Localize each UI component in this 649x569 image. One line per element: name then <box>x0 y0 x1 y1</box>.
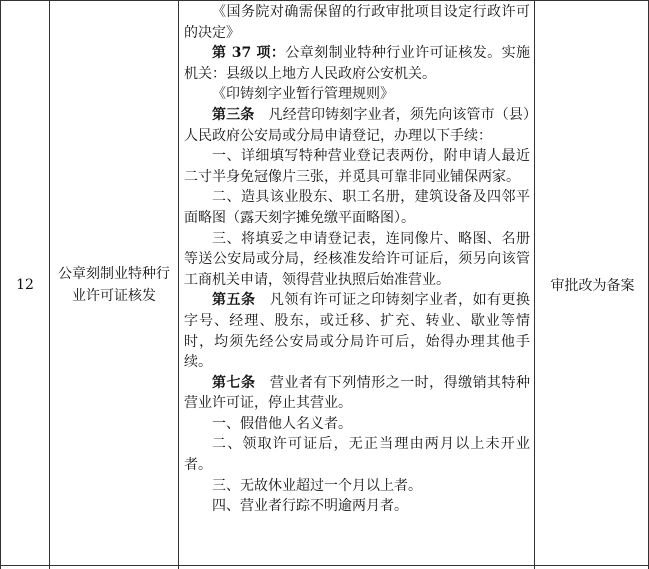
column-divider-3 <box>534 0 535 569</box>
item37-label: 第 37 项： <box>212 45 286 62</box>
article5-paragraph <box>184 290 530 372</box>
row-number: 12 <box>16 276 34 293</box>
doc2-title: 《印铸刻字业暂行管理规则》 <box>212 86 394 103</box>
decision-cell <box>537 0 648 569</box>
article3-text: 凡经营印铸刻字业者，须先向该管市（县）人民政府公安局或分局申请登记，办理以下手续： <box>184 106 531 144</box>
item37-paragraph <box>184 43 530 84</box>
item-name: 公章刻制业特种行业许可证核发 <box>58 265 170 304</box>
item-name-cell <box>50 0 178 569</box>
doc1-title: 《国务院对确需保留的行政审批项目设定行政许可的决定》 <box>184 4 530 41</box>
article5-label: 第五条 <box>212 292 256 309</box>
article7-item3: 三、无故休业超过一个月以上者。 <box>212 477 422 494</box>
article3-item1: 一、详细填写特种营业登记表两份，附申请人最近二寸半身免冠像片三张，并觅具可靠非同业铺保两家。 <box>184 148 530 185</box>
article7-item2: 二、领取许可证后，无正当理由两月以上未开业者。 <box>184 436 530 474</box>
article5-text: 凡领有许可证之印铸刻字业者，如有更换字号、经理、股东，或迁移、扩充、转业、歇业等情时，均须先经公安局或分局许可后，始得办理其他手续。 <box>184 292 531 371</box>
article3-label: 第三条 <box>212 106 255 123</box>
article7-paragraph <box>184 373 530 414</box>
article7-label: 第七条 <box>212 374 256 391</box>
article7-item1: 一、假借他人名义者。 <box>212 415 352 432</box>
article7-item4: 四、营业者行踪不明逾两月者。 <box>212 498 408 515</box>
legal-basis-cell <box>184 2 530 517</box>
decision-text: 审批改为备案 <box>550 277 635 294</box>
article3-paragraph <box>184 105 530 146</box>
article3-item2: 二、造具该业股东、职工名册，建筑设备及四邻平面略图（露天刻字摊免缴平面略图）。 <box>184 189 530 226</box>
article7-text: 营业者有下列情形之一时，得缴销其特种营业许可证，停止其营业。 <box>184 374 531 412</box>
article3-item3: 三、将填妥之申请登记表，连同像片、略图、名册等送公安局或分局，经核准发给许可证后，须另向该管工商机关申请，领得营业执照后始准营业。 <box>184 230 530 288</box>
row-number-cell <box>1 0 49 569</box>
column-divider-2 <box>178 0 179 569</box>
item37-text: 公章刻制业特种行业许可证核发。实施机关：县级以上地方人民政府公安机关。 <box>184 45 531 82</box>
